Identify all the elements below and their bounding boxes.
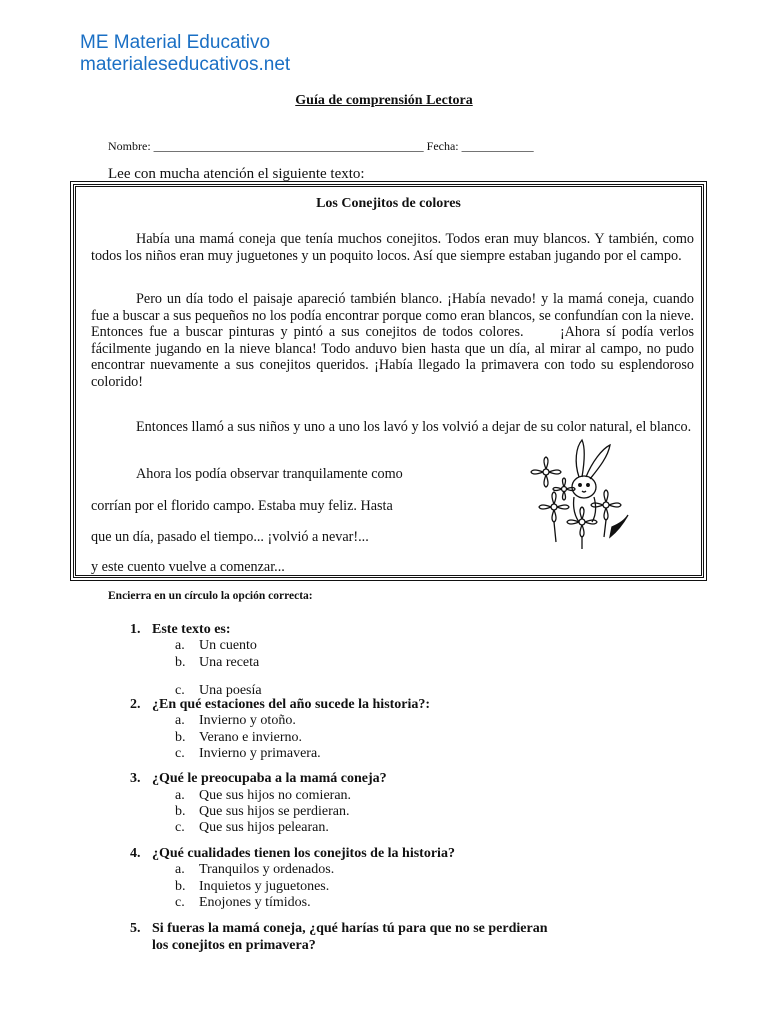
story-line-4: y este cuento vuelve a comenzar... — [91, 559, 285, 575]
q4-option-b[interactable]: b. Inquietos y juguetones. — [175, 879, 330, 894]
bunny-flowers-illustration — [524, 437, 634, 552]
intro-text: Lee con mucha atención el siguiente texto: — [108, 166, 365, 182]
q2-option-b[interactable]: b. Verano e invierno. — [175, 730, 303, 745]
question-5: 5. Si fueras la mamá coneja, ¿qué harías tú para que no se perdieran — [130, 921, 548, 936]
brand-name: ME Material Educativo — [80, 32, 271, 53]
question-2: 2. ¿En qué estaciones del año sucede la historia?: — [130, 697, 431, 712]
q2-option-c[interactable]: c. Invierno y primavera. — [175, 746, 321, 761]
q3-option-c[interactable]: c. Que sus hijos pelearan. — [175, 820, 329, 835]
story-paragraph-3: Entonces llamó a sus niños y uno a uno los lavó y los volvió a dejar de su color natural, el blanco. — [136, 419, 692, 435]
q3-option-b[interactable]: b. Que sus hijos se perdieran. — [175, 804, 350, 819]
q1-option-b[interactable]: b. Una receta — [175, 655, 260, 670]
question-1: 1. Este texto es: — [130, 622, 231, 637]
story-line-3: que un día, pasado el tiempo... ¡volvió a nevar!... — [91, 529, 369, 545]
story-paragraph-2: Pero un día todo el paisaje apareció también blanco. ¡Había nevado! y la mamá coneja, cuando fue a buscar a sus pequeños no los podía encontrar porque como eran blancos, se confundían con la nieve. Entonces fue a buscar pinturas y pintó a sus conejitos de todos colores. ¡Ahora sí podía verlos fácilmente jugando en la nieve blanca! Todo anduvo bien hasta que un día, al mirar al campo, no pudo encontrar nuevamente a sus conejitos queridos. ¡Había llegado la primavera con todo su esplendoroso colorido! — [91, 291, 698, 390]
story-line-2: corrían por el florido campo. Estaba muy feliz. Hasta — [91, 498, 393, 514]
question-3: 3. ¿Qué le preocupaba a la mamá coneja? — [130, 771, 387, 786]
question-4: 4. ¿Qué cualidades tienen los conejitos de la historia? — [130, 846, 455, 861]
page-title: Guía de comprensión Lectora — [295, 93, 473, 108]
story-box — [73, 184, 704, 578]
story-title: Los Conejitos de colores — [316, 196, 461, 211]
q4-option-c[interactable]: c. Enojones y tímidos. — [175, 895, 311, 910]
question-5-continued: los conejitos en primavera? — [152, 938, 316, 953]
q2-option-a[interactable]: a. Invierno y otoño. — [175, 713, 296, 728]
q1-option-c[interactable]: c. Una poesía — [175, 683, 262, 698]
name-date-line[interactable]: Nombre: _____________________________________________ Fecha: ____________ — [108, 139, 534, 153]
story-paragraph-1: Había una mamá coneja que tenía muchos conejitos. Todos eran muy blancos. Y también, como todos los niños eran muy juguetones y un poquito locos. Así que siempre estaban jugando por el campo. — [91, 231, 694, 264]
story-line-1: Ahora los podía observar tranquilamente como — [136, 466, 403, 482]
instruction-text: Encierra en un círculo la opción correcta: — [108, 590, 313, 602]
q3-option-a[interactable]: a. Que sus hijos no comieran. — [175, 788, 352, 803]
brand-url[interactable]: materialeseducativos.net — [80, 54, 291, 75]
q1-option-a[interactable]: a. Un cuento — [175, 638, 257, 653]
q4-option-a[interactable]: a. Tranquilos y ordenados. — [175, 862, 335, 877]
